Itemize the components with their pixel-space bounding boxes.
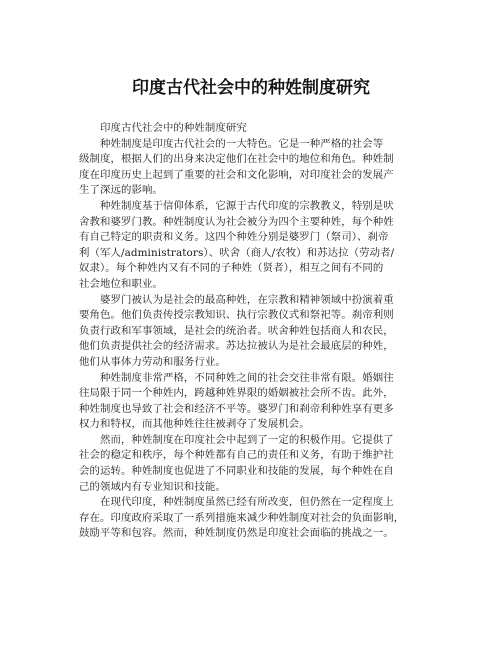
text-line: 奴隶）。每个种姓内又有不同的子种姓（贤者），相互之间有不同的 [79,262,384,275]
text-line: 婆罗门被认为是社会的最高种姓，在宗教和精神领域中扮演着重 [100,293,394,306]
text-line: 然而，种姓制度在印度社会中起到了一定的积极作用。它提供了 [100,433,394,446]
text-line: 种姓制度也导致了社会和经济不平等。婆罗门和刹帝利种姓享有更多 [79,402,394,415]
text-line: 权力和特权，而其他种姓往往被剥夺了发展机会。 [79,418,310,431]
text-line: 社会地位和职业。 [79,277,163,290]
text-line: 要角色。他们负责传授宗教知识、执行宗教仪式和祭祀等。刹帝利则 [79,309,394,322]
text-line: 舍教和婆罗门教。种姓制度认为社会被分为四个主要种姓，每个种姓 [79,215,394,228]
text-line: 在现代印度，种姓制度虽然已经有所改变，但仍然在一定程度上 [100,496,394,509]
text-line: 己的领域内有专业知识和技能。 [79,480,226,493]
text-line: 级制度，根据人们的出身来决定他们在社会中的地位和角色。种姓制 [79,153,394,166]
text-line: 度在印度历史上起到了重要的社会和文化影响，对印度社会的发展产 [79,168,394,181]
document-body [79,121,439,542]
text-line: 往局限于同一个种姓内，跨越种姓界限的婚姻被社会所不齿。此外， [79,387,394,400]
text-line: 他们负责提供社会的经济需求。苏达拉被认为是社会最底层的种姓， [79,340,394,353]
text-line: 印度古代社会中的种姓制度研究 [100,122,247,134]
text-line: 社会的稳定和秩序，每个种姓都有自己的责任和义务，有助于维护社 [79,449,394,462]
text-line: 存在。印度政府采取了一系列措施来减少种姓制度对社会的负面影响， [79,511,405,524]
text-line: 生了深远的影响。 [79,184,163,197]
document-title: 印度古代社会中的种姓制度研究 [132,78,370,98]
text-line: 负责行政和军事领域，是社会的统治者。吠舍种姓包括商人和农民， [79,324,394,337]
text-line: 种姓制度非常严格，不同种姓之间的社会交往非常有限。婚姻往 [100,371,394,384]
text-line: 鼓励平等和包容。然而，种姓制度仍然是印度社会面临的挑战之一。 [79,527,394,540]
text-line: 种姓制度是印度古代社会的一大特色。它是一种严格的社会等 [100,137,384,150]
text-line: 利（军人/administrators）、吠舍（商人/农牧）和苏达拉（劳动者/ [79,246,395,259]
text-line: 他们从事体力劳动和服务行业。 [79,355,226,368]
text-line: 有自己特定的职责和义务。这四个种姓分别是婆罗门（祭司）、刹帝 [79,231,389,244]
text-line: 种姓制度基于信仰体系，它源于古代印度的宗教教义，特别是吠 [100,199,394,212]
text-line: 会的运转。种姓制度也促进了不同职业和技能的发展，每个种姓在自 [79,465,394,478]
